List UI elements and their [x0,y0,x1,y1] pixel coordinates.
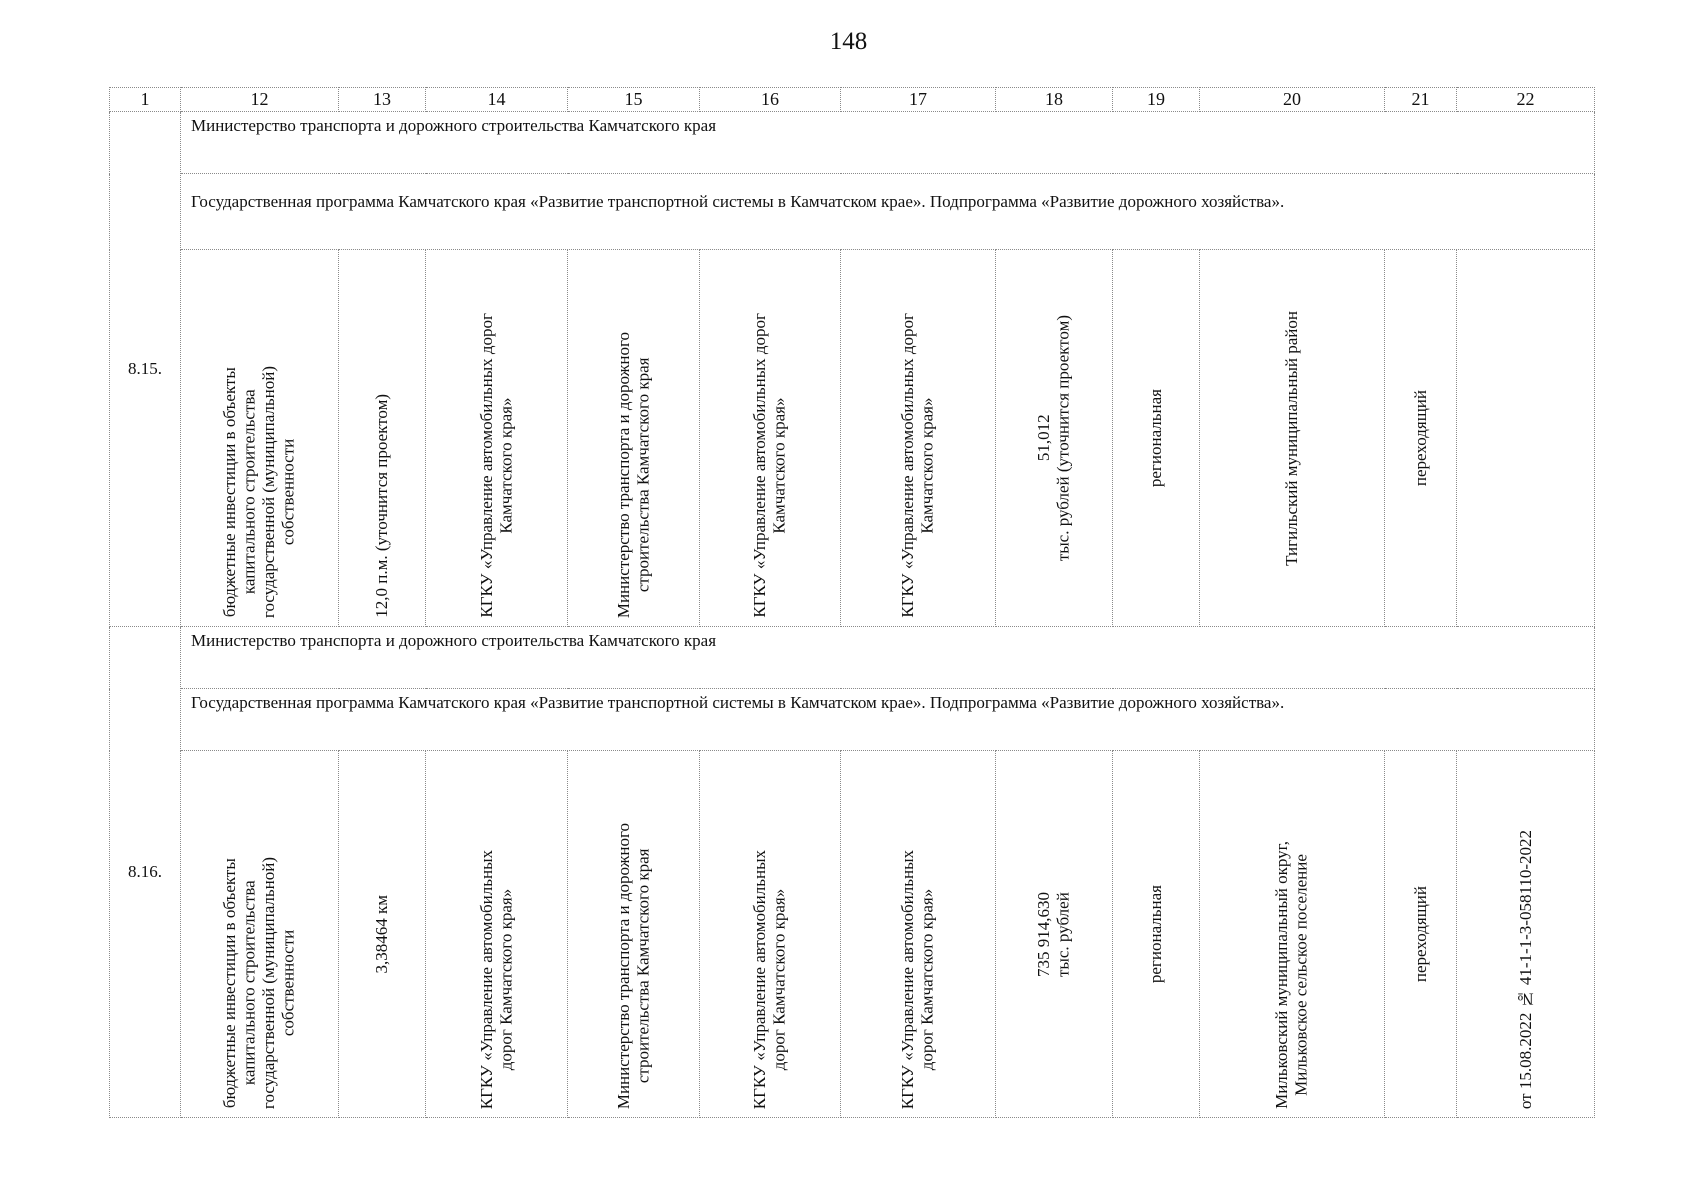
recipient: КГКУ «Управление автомобильных дорог Камчатского края» [750,313,789,618]
object-status: переходящий [1410,389,1430,487]
table-row [110,751,1595,1118]
column-header: 21 [1385,88,1457,112]
column-header: 18 [996,88,1113,112]
program-label: Государственная программа Камчатского края «Развитие транспортной системы в Камчатском крае». Подпрограмма «Развитие дорожного хозяйства». [181,174,1595,250]
customer: КГКУ «Управление автомобильных дорог Камчатского края» [476,849,516,1109]
program-row [110,174,1595,250]
column-header: 16 [700,88,841,112]
column-header: 13 [339,88,426,112]
property-level: региональная [1146,388,1166,488]
administrator: Министерство транспорта и дорожного строительства Камчатского края [613,822,653,1109]
ministry-row [110,112,1595,174]
expertise-conclusion: от 15.08.2022 № 41-1-1-3-058110-2022 [1515,829,1535,1109]
capacity: 12,0 п.м. (уточнится проектом) [372,394,392,618]
column-header: 17 [841,88,996,112]
column-header: 19 [1113,88,1200,112]
object-status: переходящий [1410,885,1430,983]
investment-type: бюджетные инвестиции в объекты капитального строительства государственной (муниципальной) собственности [220,856,299,1109]
estimated-cost: 735 914,630 тыс. рублей [1034,891,1073,977]
table-row [110,250,1595,627]
ministry-label: Министерство транспорта и дорожного строительства Камчатского края [181,627,1595,689]
column-header: 12 [181,88,339,112]
capacity: 3,38464 км [372,894,392,974]
column-header: 22 [1457,88,1595,112]
program-row [110,689,1595,751]
page-number: 148 [829,28,868,55]
program-label: Государственная программа Камчатского края «Развитие транспортной системы в Камчатском крае». Подпрограмма «Развитие дорожного хозяйства». [181,689,1595,751]
ministry-row [110,627,1595,689]
column-header: 14 [426,88,568,112]
column-header: 15 [568,88,700,112]
location: Тигильский муниципальный район [1282,310,1302,566]
registry-table [109,87,1595,1118]
administrator: Министерство транспорта и дорожного строительства Камчатского края [613,331,653,618]
location: Мильковский муниципальный округ, Мильковское сельское поселение [1272,841,1311,1109]
recipient: КГКУ «Управление автомобильных дорог Камчатского края» [750,849,789,1109]
investment-type: бюджетные инвестиции в объекты капитального строительства государственной (муниципальной) собственности [220,365,299,618]
entry-number: 8.15. [110,112,181,627]
property-level: региональная [1146,884,1166,984]
developer: КГКУ «Управление автомобильных дорог Камчатского края» [898,849,937,1109]
developer: КГКУ «Управление автомобильных дорог Камчатского края» [898,313,937,618]
entry-number: 8.16. [110,627,181,1118]
column-header-row [110,88,1595,112]
ministry-label: Министерство транспорта и дорожного строительства Камчатского края [181,112,1595,174]
customer: КГКУ «Управление автомобильных дорог Камчатского края» [476,313,516,618]
column-header: 20 [1200,88,1385,112]
column-header: 1 [110,88,181,112]
estimated-cost: 51,012 тыс. рублей (уточнится проектом) [1034,314,1073,562]
